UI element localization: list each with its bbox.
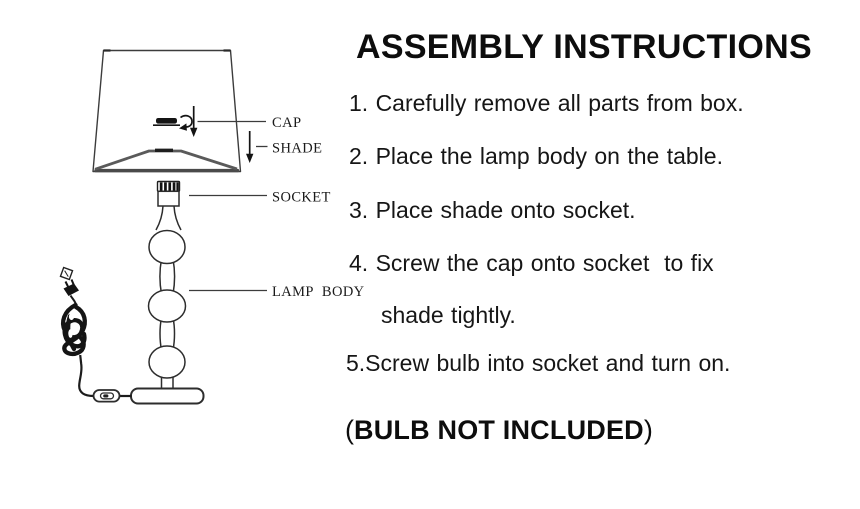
instruction-step-4-continued: shade tightly. <box>381 302 516 328</box>
bulb-not-included-note <box>345 415 653 446</box>
note-close-paren: ) <box>643 415 653 445</box>
plug-body <box>64 284 80 297</box>
instruction-step-3: 3. Place shade onto socket. <box>349 197 636 223</box>
lamp-body <box>131 206 204 404</box>
socket-body <box>158 191 179 206</box>
power-cord <box>63 296 131 397</box>
inline-switch <box>94 390 120 402</box>
instruction-step-1: 1. Carefully remove all parts from box. <box>349 90 744 116</box>
lamp-base <box>131 389 204 404</box>
instruction-step-5: 5.Screw bulb into socket and turn on. <box>346 350 731 376</box>
instruction-step-4: 4. Screw the cap onto socket to fix <box>349 250 714 276</box>
shade-label: SHADE <box>272 140 323 157</box>
instruction-step-2: 2. Place the lamp body on the table. <box>349 143 723 169</box>
cap-body <box>156 118 177 124</box>
socket-label: SOCKET <box>272 189 331 206</box>
lamp-shade <box>93 51 241 172</box>
shade-down-arrow-icon <box>246 131 253 163</box>
note-text: BULB NOT INCLUDED <box>354 415 644 445</box>
socket <box>158 182 180 207</box>
note-open-paren: ( <box>345 415 354 445</box>
lamp-body-label: LAMP BODY <box>272 284 365 300</box>
plug <box>60 267 79 296</box>
cord-coil <box>63 305 85 354</box>
cap-label: CAP <box>272 115 302 131</box>
plug-prong <box>66 282 69 288</box>
shade-outline <box>93 51 241 172</box>
lamp-body-sphere-bottom <box>149 346 185 378</box>
page-title: ASSEMBLY INSTRUCTIONS <box>356 28 812 66</box>
lamp-body-sphere-middle <box>149 290 186 322</box>
lamp-body-sphere-top <box>149 231 185 264</box>
